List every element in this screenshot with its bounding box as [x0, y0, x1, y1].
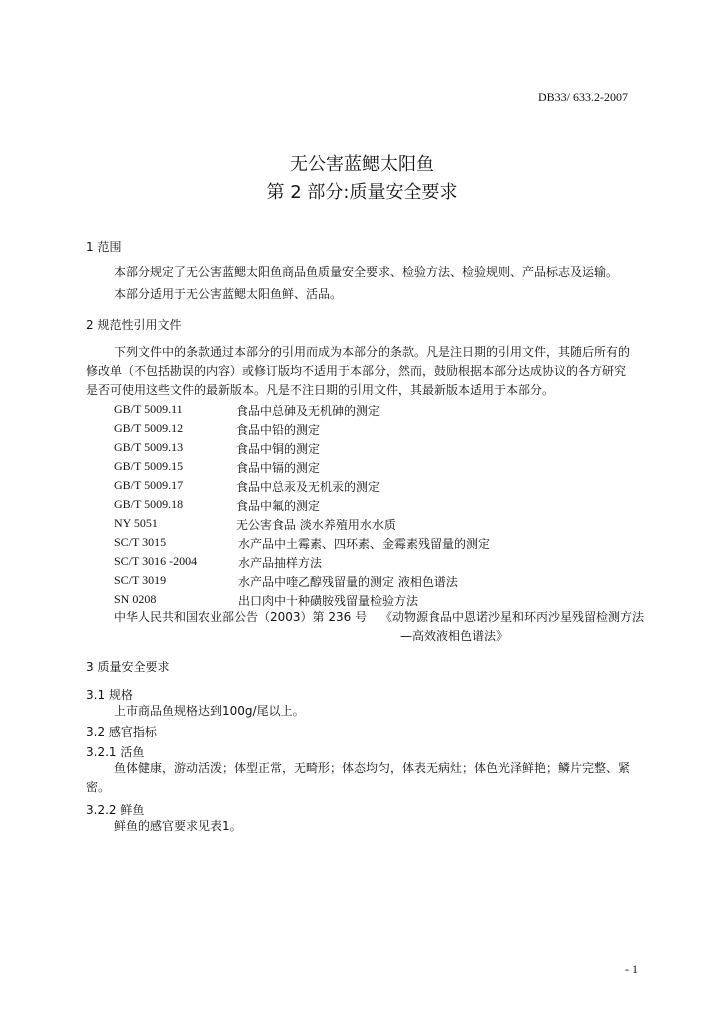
reference-title: 食品中铜的测定	[236, 442, 321, 456]
section-2-heading: 2 规范性引用文件	[86, 318, 182, 332]
reference-code: SN 0208	[114, 592, 157, 606]
reference-code: GB/T 5009.17	[114, 478, 184, 492]
reference-title: 水产品抽样方法	[238, 556, 323, 570]
ministry-reference: 中华人民共和国农业部公告（2003）第 236 号	[114, 610, 368, 624]
reference-title: 食品中铅的测定	[236, 423, 321, 437]
reference-title: 水产品中喹乙醇残留量的测定 液相色谱法	[238, 575, 458, 589]
doc-title-line2: 第 2 部分:质量安全要求	[266, 182, 458, 203]
section-3-heading: 3 质量安全要求	[86, 660, 170, 674]
reference-title: 食品中镉的测定	[236, 461, 321, 475]
standard-number: DB33/ 633.2-2007	[538, 90, 628, 104]
section-2-paragraph-line-1: 下列文件中的条款通过本部分的引用而成为本部分的条款。凡是注日期的引用文件，其随后所有的	[114, 345, 631, 359]
section-3-2-2-text: 鲜鱼的感官要求见表1。	[114, 819, 242, 833]
section-1-paragraph-2: 本部分适用于无公害蓝鳃太阳鱼鲜、活品。	[114, 287, 343, 301]
section-3-2-2-heading: 3.2.2 鲜鱼	[86, 803, 145, 817]
reference-code: GB/T 5009.13	[114, 440, 184, 454]
section-3-2-1-heading: 3.2.1 活鱼	[86, 745, 145, 759]
section-2-paragraph-line-3: 是否可使用这些文件的最新版本。凡是不注日期的引用文件，其最新版本适用于本部分。	[86, 383, 555, 397]
doc-title-line1: 无公害蓝鳃太阳鱼	[290, 154, 434, 175]
reference-title: 无公害食品 淡水养殖用水水质	[236, 518, 396, 532]
reference-title: 出口肉中十种磺胺残留量检验方法	[238, 594, 419, 608]
reference-code: SC/T 3015	[114, 535, 167, 549]
section-3-1-heading: 3.1 规格	[86, 688, 133, 702]
reference-code: GB/T 5009.15	[114, 459, 184, 473]
reference-code: GB/T 5009.12	[114, 421, 184, 435]
section-1-paragraph-1: 本部分规定了无公害蓝鳃太阳鱼商品鱼质量安全要求、检验方法、检验规则、产品标志及运输。	[114, 265, 619, 279]
ministry-reference-title-line-1: 《动物源食品中恩诺沙星和环丙沙星残留检测方法	[380, 610, 645, 624]
reference-code: NY 5051	[114, 516, 158, 530]
reference-title: 食品中总汞及无机汞的测定	[236, 480, 381, 494]
section-2-paragraph-line-2: 修改单（不包括勘误的内容）或修订版均不适用于本部分，然而，鼓励根据本部分达成协议的各方研究	[86, 364, 627, 378]
reference-title: 食品中氟的测定	[236, 499, 321, 513]
section-3-2-1-text-line-1: 鱼体健康，游动活泼；体型正常，无畸形；体态均匀，体表无病灶；体色光泽鲜艳；鳞片完整、紧	[114, 761, 631, 775]
reference-code: SC/T 3019	[114, 573, 167, 587]
reference-code: GB/T 5009.18	[114, 497, 184, 511]
page-number: - 1	[625, 962, 638, 976]
section-3-2-1-text-line-2: 密。	[86, 780, 111, 794]
section-3-2-heading: 3.2 感官指标	[86, 725, 157, 739]
section-1-heading: 1 范围	[86, 240, 122, 254]
reference-title: 食品中总砷及无机砷的测定	[236, 404, 381, 418]
reference-code: SC/T 3016 -2004	[114, 554, 198, 568]
section-3-1-text: 上市商品鱼规格达到100g/尾以上。	[114, 704, 305, 718]
reference-code: GB/T 5009.11	[114, 402, 183, 416]
ministry-reference-title-line-2: —高效液相色谱法》	[400, 629, 509, 643]
reference-title: 水产品中土霉素、四环素、金霉素残留量的测定	[238, 537, 491, 551]
